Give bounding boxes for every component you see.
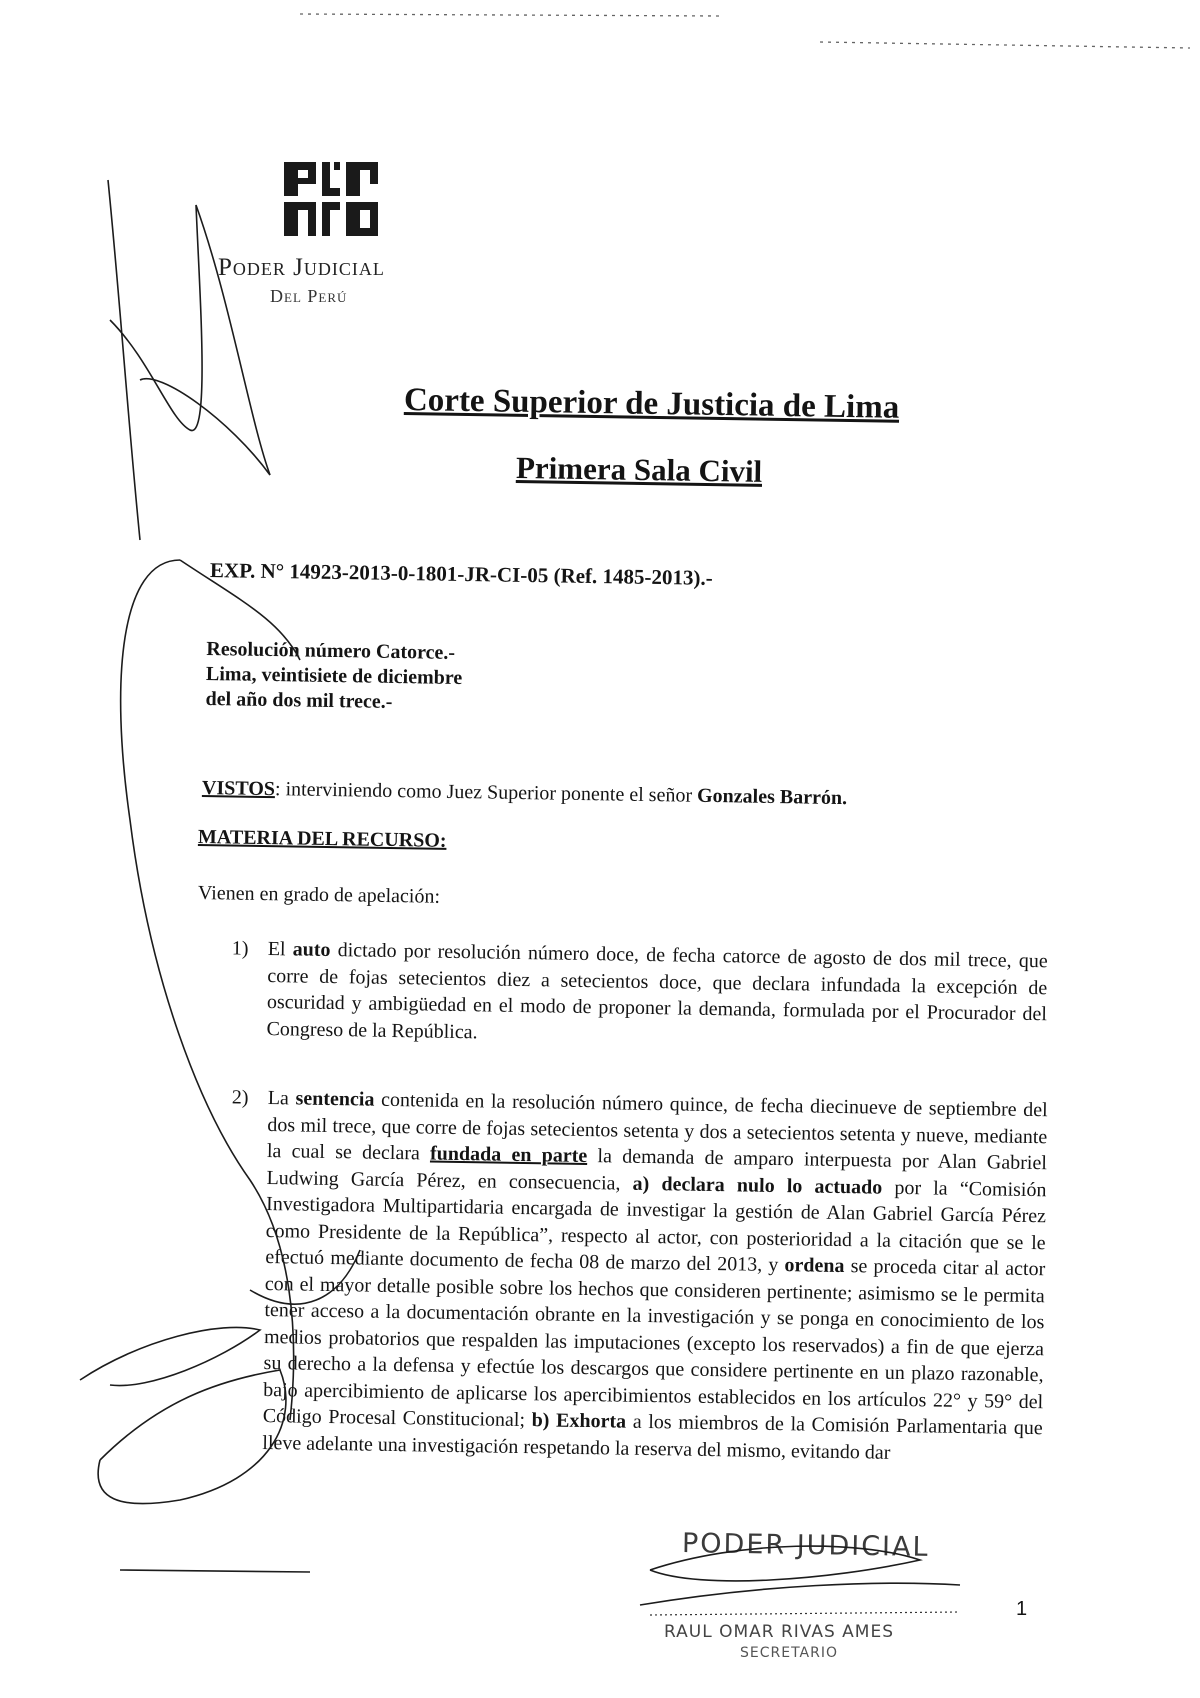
resolution-date-line2: del año dos mil trece.-: [205, 687, 393, 713]
section-heading-materia: MATERIA DEL RECURSO:: [197, 826, 447, 852]
resolution-number: Resolución número Catorce.-: [206, 638, 456, 664]
judge-name: Gonzales Barrón.: [696, 784, 848, 810]
list-item: 1) El auto dictado por resolución número doce, de fecha catorce de agosto de dos mil trece, que corre de fojas setecientos diez a setecientos doce, que declara infundada la excepción de oscuridad y ambigüedad en el modo de proponer la demanda, formulada por el Procurador del Congreso de la República.: [231, 937, 1048, 1043]
item-number: 1): [231, 937, 249, 960]
vistos-paragraph: [202, 777, 847, 810]
court-title: Corte Superior de Justicia de Lima: [403, 382, 900, 426]
poder-judicial-logo-icon: [282, 160, 382, 238]
case-number: EXP. N° 14923-2013-0-1801-JR-CI-05 (Ref. 1485-2013).-: [209, 558, 713, 590]
stamp-title: PODER JUDICIAL: [681, 1528, 930, 1563]
item-number: 2): [231, 1086, 249, 1109]
vistos-label: VISTOS: [201, 777, 276, 801]
institution-name: Poder Judicial: [218, 254, 385, 281]
resolution-date-line1: Lima, veintisiete de diciembre: [205, 663, 463, 690]
list-item: 2) La sentencia contenida en la resolución número quince, de fecha diecinueve de septiembre del dos mil trece, que corre de fojas setecientos setenta y dos a setecientos setenta y nueve, mediante la cual se declara fundada en parte la demanda de amparo interpuesta por Alan Gabriel Ludwing García Pérez, en consecuencia, a) declara nulo lo actuado por la “Comisión Investigadora Multipartidaria encargada de investigar la gestión de Alan Gabriel García Pérez como Presidente de la República”, respecto al actor, con posterioridad a la citación que se le efectuó mediante documento de fecha 08 de marzo del 2013, y ordena se proceda citar al actor con el mayor detalle posible sobre los hechos que consideren pertinente; asimismo se le permita tener acceso a la documentación obrante en la investigación y se ponga en conocimiento de los medios probatorios que respalden las imputaciones (excepto los reservados) a fin de que ejerza su derecho a la defensa y efectúe los descargos que considere pertinente en un plazo razonable, bajo apercibimiento de aplicarse los apercibimientos establecidos en los artículos 22° y 59° del Código Procesal Constitucional; b) Exhorta a los miembros de la Comisión Parlamentaria que lleve adelante una investigación respetando la reserva del mismo, evitando dar: [231, 1086, 1048, 1464]
chamber-title: Primera Sala Civil: [515, 450, 763, 489]
stamp-signer-role: SECRETARIO: [740, 1645, 838, 1661]
stamp-signer-name: RAUL OMAR RIVAS AMES: [664, 1622, 894, 1642]
resolution-block: [205, 637, 462, 716]
intro-line: Vienen en grado de apelación:: [197, 882, 441, 908]
institution-subtitle: Del Perú: [270, 286, 348, 306]
page-number: 1: [1016, 1598, 1028, 1620]
vistos-text: : interviniendo como Juez Superior ponente el señor: [274, 778, 698, 807]
